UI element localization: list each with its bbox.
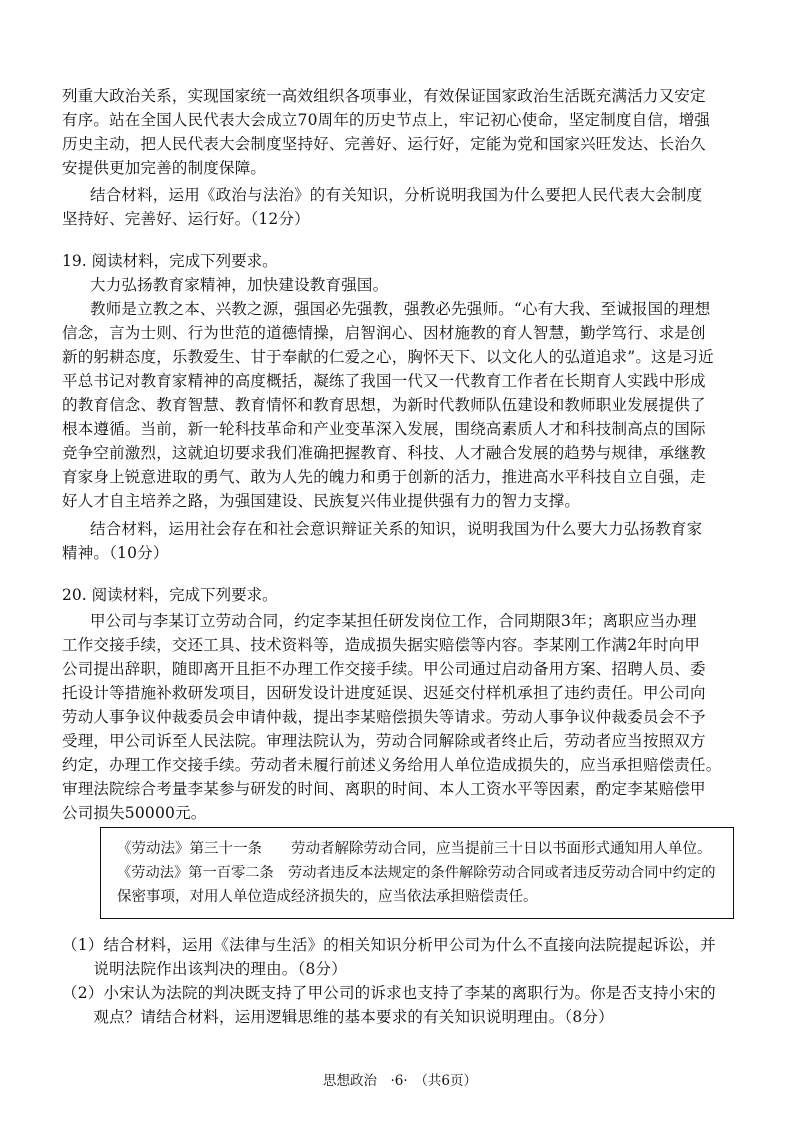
material-text-line: 的教育信念、教育智慧、教育情怀和教育思想，为新时代教师队伍建设和教师职业发展提供了 xyxy=(62,396,706,414)
material-text-line: 约定，办理工作交接手续。劳动者未履行前述义务给用人单位造成损失的，应当承担赔偿责任。 xyxy=(62,756,722,774)
body-text-line: 有序。站在全国人民代表大会成立70周年的历史节点上，牢记初心使命，坚定制度自信，增强 xyxy=(62,111,711,129)
law-article-102-cont: 保密事项，对用人单位造成经济损失的，应当依法承担赔偿责任。 xyxy=(117,889,538,905)
sub-question-1: （1）结合材料，运用《法律与生活》的相关知识分析甲公司为什么不直接向法院提起诉讼，并 xyxy=(62,936,716,954)
material-text-line: 竞争空前激烈，这就迫切要求我们准确把握教育、科技、人才融合发展的趋势与规律，承继教 xyxy=(62,444,706,462)
sub-question-2: （2）小宋认为法院的判决既支持了甲公司的诉求也支持了李某的离职行为。你是否支持小宋的 xyxy=(62,984,716,1002)
material-title: 大力弘扬教育家精神，加快建设教育强国。 xyxy=(90,276,389,294)
sub-question-1-cont: 说明法院作出该判决的理由。（8分） xyxy=(62,960,347,978)
material-text-line: 平总书记对教育家精神的高度概括，凝练了我国一代又一代教育工作者在长期育人实践中形成 xyxy=(62,372,706,390)
material-text-line: 新的躬耕态度，乐教爱生、甘于奉献的仁爱之心，胸怀天下、以文化人的弘道追求”。这是习近 xyxy=(62,348,714,366)
material-text-line: 审理法院综合考量李某参与研发的时间、离职的时间、本人工资水平等因素，酌定李某赔偿甲 xyxy=(62,780,706,798)
material-text-line: 育家身上锐意进取的勇气、敢为人先的魄力和勇于创新的活力，推进高水平科技自立自强，走 xyxy=(62,468,706,486)
material-text-line: 好人才自主培养之路，为强国建设、民族复兴伟业提供强有力的智力支撑。 xyxy=(62,492,581,510)
question-text-line: 结合材料，运用《政治与法治》的有关知识，分析说明我国为什么要把人民代表大会制度 xyxy=(90,186,703,204)
law-excerpt-box xyxy=(100,827,734,919)
material-text-line: 根本遵循。当前，新一轮科技革命和产业变革深入发展，围绕高素质人才和科技制高点的国际 xyxy=(62,420,706,438)
material-text-line: 托设计等措施补救研发项目，因研发设计进度延误、迟延交付样机承担了违约责任。甲公司向 xyxy=(62,684,706,702)
material-text-line: 教师是立教之本、兴教之源，强国必先强教，强教必先强师。“心有大我、至诚报国的理想 xyxy=(90,300,711,318)
body-text-line: 历史主动，把人民代表大会制度坚持好、完善好、运行好，定能为党和国家兴旺发达、长治久 xyxy=(62,135,706,153)
page-footer: 思想政治 ·6· （共6页） xyxy=(322,1073,477,1089)
question-text-line: 结合材料，运用社会存在和社会意识辩证关系的知识，说明我国为什么要大力弘扬教育家 xyxy=(90,520,703,538)
material-text-line: 工作交接手续，交还工具、技术资料等，造成损失据实赔偿等内容。李某刚工作满2年时向甲 xyxy=(62,636,701,654)
question-text-line: 坚持好、完善好、运行好。（12分） xyxy=(62,210,310,228)
question-text-line: 精神。（10分） xyxy=(62,544,169,562)
question-19-heading: 19. 阅读材料，完成下列要求。 xyxy=(62,252,278,270)
material-text-line: 公司提出辞职，随即离开且拒不办理工作交接手续。甲公司通过启动备用方案、招聘人员、委 xyxy=(62,660,706,678)
law-article-102: 《劳动法》第一百零二条 劳动者违反本法规定的条件解除劳动合同或者违反劳动合同中约定的 xyxy=(117,865,716,881)
material-text-line: 受理，甲公司诉至人民法院。审理法院认为，劳动合同解除或者终止后，劳动者应当按照双方 xyxy=(62,732,706,750)
material-text-line: 劳动人事争议仲裁委员会申请仲裁，提出李某赔偿损失等请求。劳动人事争议仲裁委员会不予 xyxy=(62,708,706,726)
question-20-heading: 20. 阅读材料，完成下列要求。 xyxy=(62,586,278,604)
sub-question-2-cont: 观点？请结合材料，运用逻辑思维的基本要求的有关知识说明理由。（8分） xyxy=(62,1008,614,1026)
body-text-line: 安提供更加完善的制度保障。 xyxy=(62,159,267,177)
material-text-line: 信念，言为士则、行为世范的道德情操，启智润心、因材施教的育人智慧，勤学笃行、求是创 xyxy=(62,324,706,342)
law-article-31: 《劳动法》第三十一条 劳动者解除劳动合同，应当提前三十日以书面形式通知用人单位。 xyxy=(117,841,712,857)
body-text-line: 列重大政治关系，实现国家统一高效组织各项事业，有效保证国家政治生活既充满活力又安定 xyxy=(62,87,706,105)
material-text-line: 甲公司与李某订立劳动合同，约定李某担任研发岗位工作，合同期限3年；离职应当办理 xyxy=(90,612,697,630)
material-text-line: 公司损失50000元。 xyxy=(62,804,207,822)
